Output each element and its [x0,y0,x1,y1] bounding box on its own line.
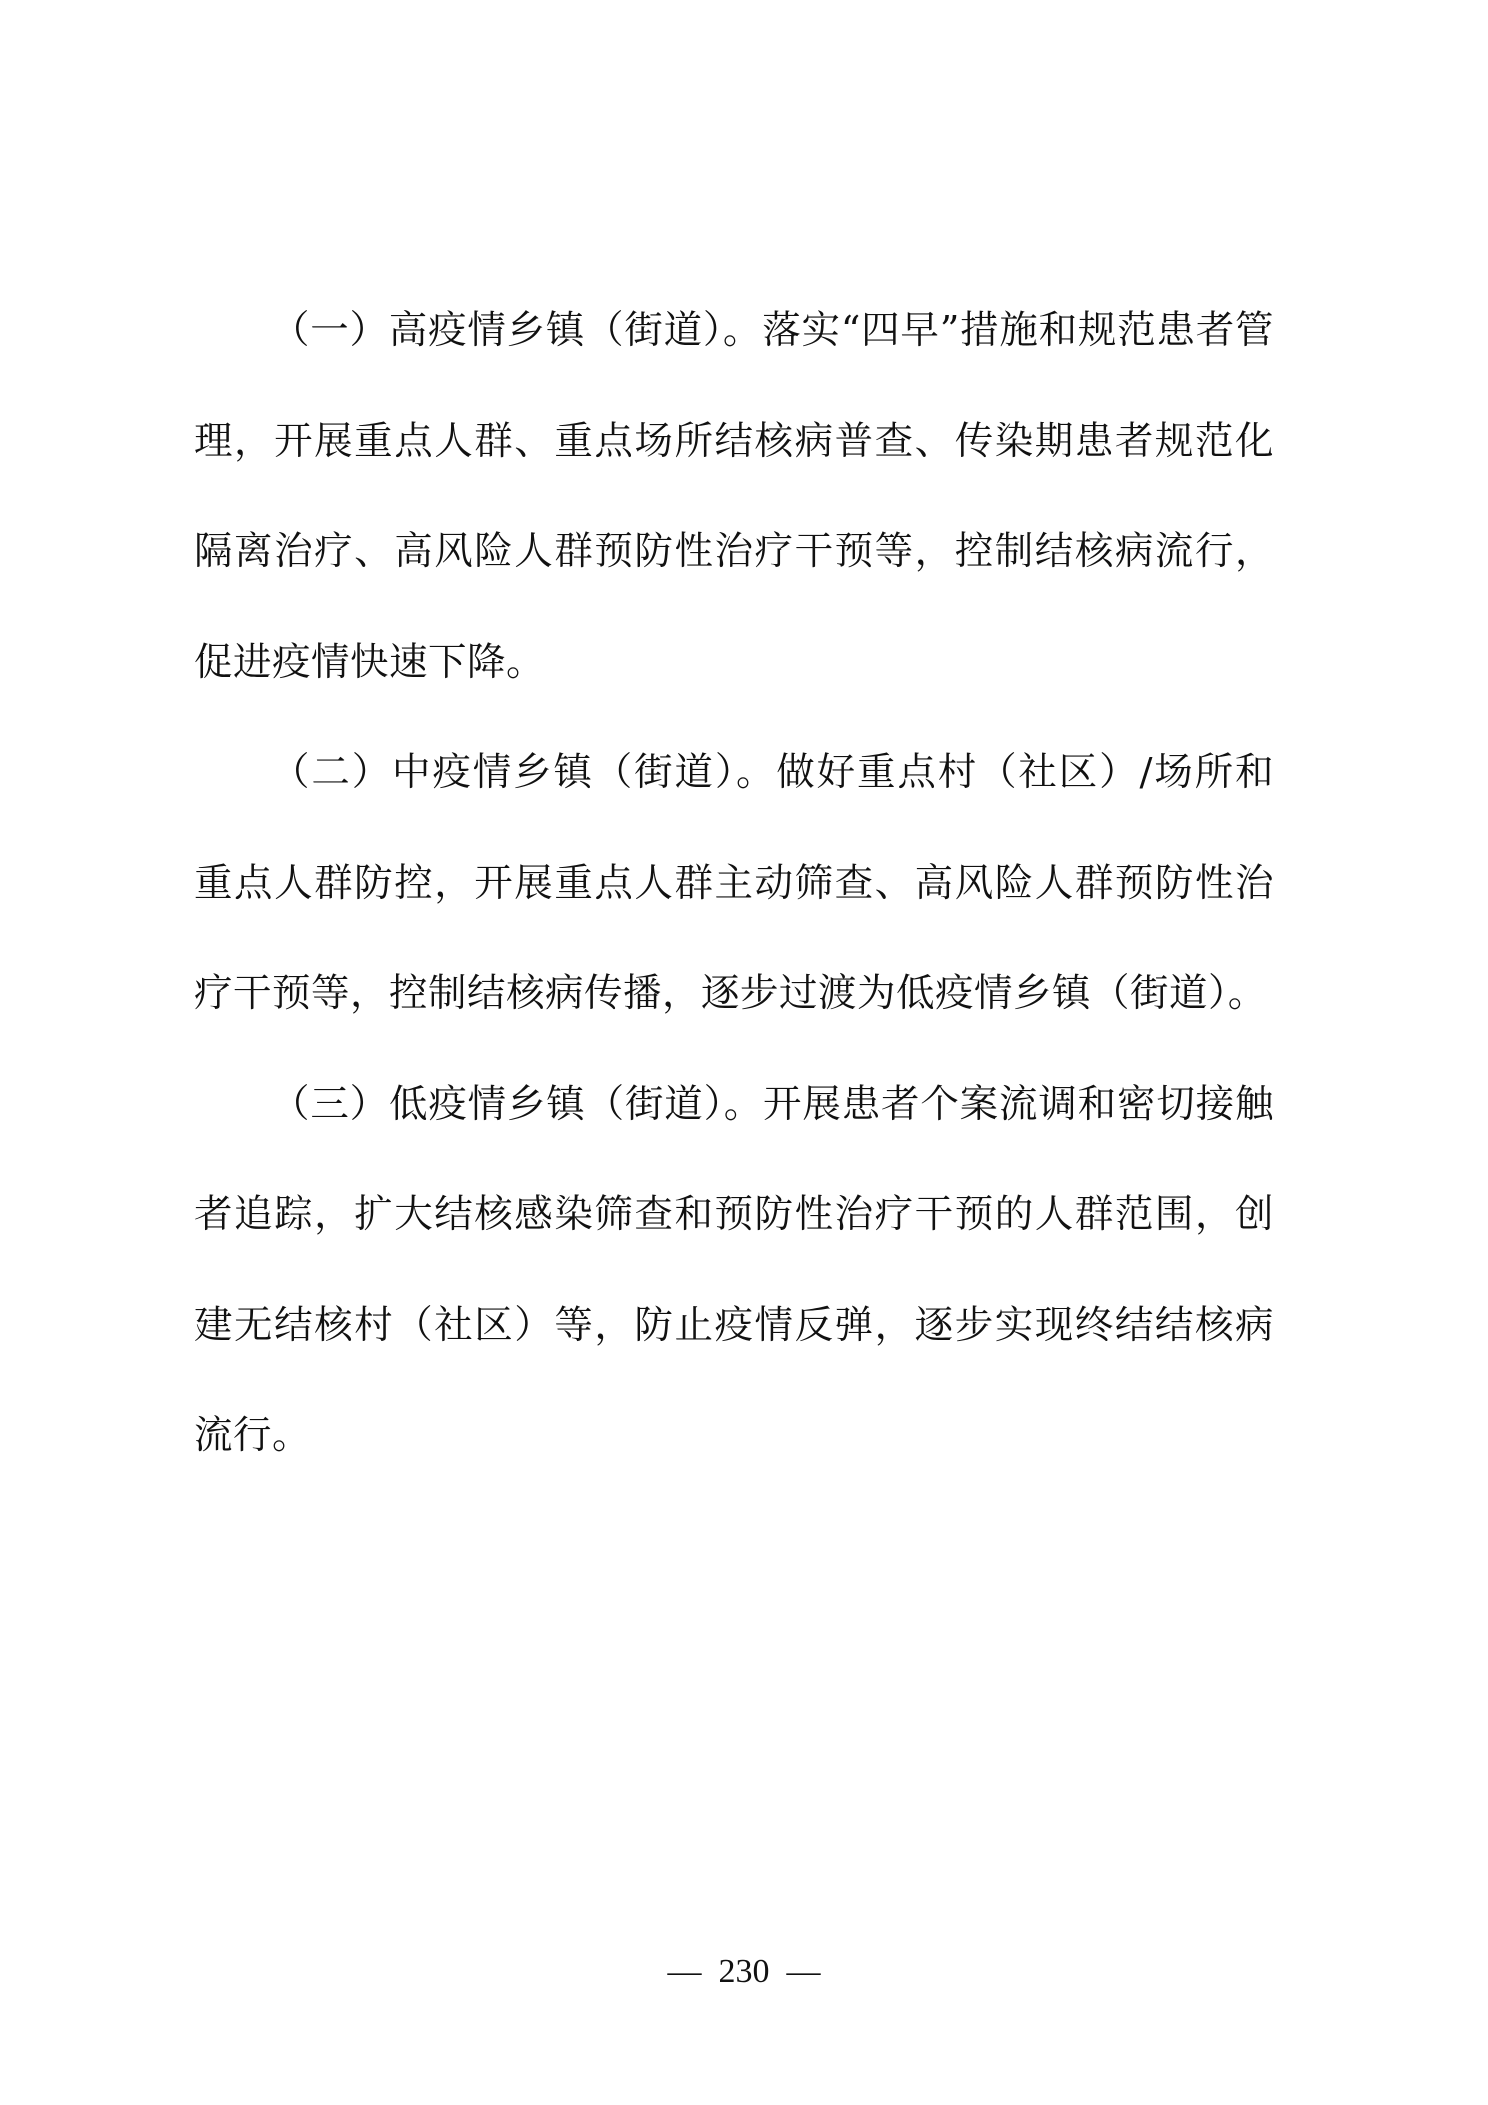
document-body [194,276,1274,1492]
paragraph-low-epidemic: （三）低疫情乡镇（街道）。开展患者个案流调和密切接触者追踪，扩大结核感染筛查和预防性治疗干预的人群范围，创建无结核村（社区）等，防止疫情反弹，逐步实现终结结核病流行。 [194,1081,1274,1458]
paragraph-medium-epidemic: （二）中疫情乡镇（街道）。做好重点村（社区）/场所和重点人群防控，开展重点人群主动筛查、高风险人群预防性治疗干预等，控制结核病传播，逐步过渡为低疫情乡镇（街道）。 [194,750,1274,1016]
paragraph-high-epidemic: （一）高疫情乡镇（街道）。落实“四早”措施和规范患者管理，开展重点人群、重点场所结核病普查、传染期患者规范化隔离治疗、高风险人群预防性治疗干预等，控制结核病流行，促进疫情快速下降。 [194,308,1274,685]
page-number: — 230 — [667,1953,821,1990]
